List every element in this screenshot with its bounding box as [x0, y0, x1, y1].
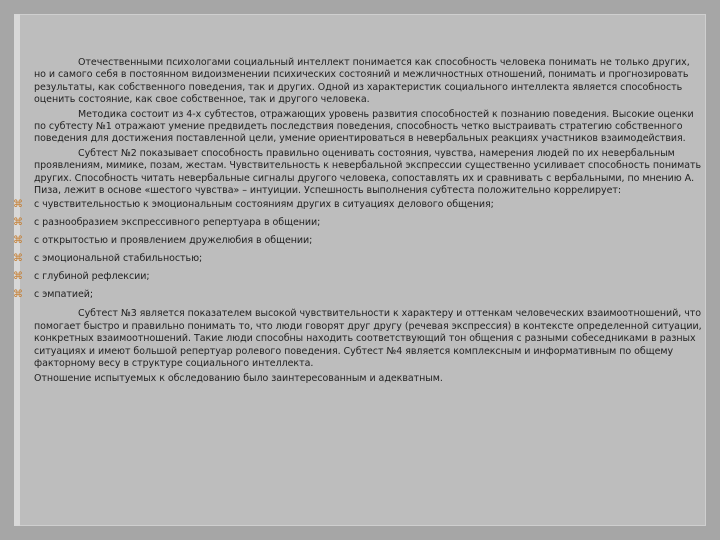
list-item — [13, 289, 702, 307]
list-item-text: с чувствительностью к эмоциональным состояниям других в ситуациях делового общения; — [34, 199, 494, 211]
paragraph-subtest-3: Субтест №3 является показателем высокой чувствительности к характеру и оттенкам человеческих взаимоотношений, что помогает быстро и правильно понимать то, что люди говорят друг другу (речевая экспрессия) в контексте определенной ситуации, конкретных взаимоотношений. Такие люди способны находить соответствующий тон общения с разными собеседниками в разных ситуациях и имеют большой репертуар ролевого поведения. Субтест №4 является комплексным и информативным по общему факторному весу в структуре социального интеллекта. — [34, 308, 702, 370]
paragraph-subtest-2: Субтест №2 показывает способность правильно оценивать состояния, чувства, намерения людей по их невербальным проявлениям, мимике, позам, жестам. Чувствительность к невербальной экспрессии существенно усиливает способность понимать других. Способность читать невербальные сигналы другого человека, сопоставлять их и сравнивать с вербальными, по мнению А. Пиза, лежит в основе «шестого чувства» – интуиции. Успешность выполнения субтеста положительно коррелирует: — [34, 147, 702, 197]
bullet-icon: ⌘ — [13, 271, 23, 283]
list-item — [13, 271, 702, 289]
bullet-icon: ⌘ — [13, 199, 23, 211]
bullet-icon: ⌘ — [13, 235, 23, 247]
paragraph-social-intelligence: Отечественными психологами социальный интеллект понимается как способность человека понимать не только других, но и самого себя в постоянном видоизменении психических состояний и межличностных отношений, понимать и прогнозировать результаты, как собственного поведения, так и других. Одной из характеристик социального интеллекта является способность оценить состояние, как свое собственное, так и другого человека. — [34, 57, 690, 106]
slide-text-body — [13, 57, 702, 387]
list-item-text: с разнообразием экспрессивного репертуара в общении; — [34, 217, 321, 229]
list-item — [13, 253, 702, 271]
bullet-icon: ⌘ — [13, 253, 23, 265]
list-item-text: с открытостью и проявлением дружелюбия в общении; — [34, 235, 313, 247]
bullet-icon: ⌘ — [13, 289, 23, 301]
list-item — [13, 199, 702, 217]
bullet-icon: ⌘ — [13, 217, 23, 229]
list-item-text: с эмпатией; — [34, 289, 94, 301]
paragraph-method: Методика состоит из 4-х субтестов, отражающих уровень развития способностей к познанию поведения. Высокие оценки по субтесту №1 отражают умение предвидеть последствия поведения, способность четко выстраивать стратегию собственного поведения для достижения поставленной цели, умение ориентироваться в невербальных реакциях участников взаимодействия. — [34, 108, 694, 145]
slide-left-stripe — [14, 14, 20, 526]
paragraph-conclusion: Отношение испытуемых к обследованию было заинтересованным и адекватным. — [34, 372, 443, 384]
list-item-text: с эмоциональной стабильностью; — [34, 253, 203, 265]
list-item — [13, 235, 702, 253]
correlation-list — [13, 199, 702, 307]
list-item-text: с глубиной рефлексии; — [34, 271, 150, 283]
list-item — [13, 217, 702, 235]
